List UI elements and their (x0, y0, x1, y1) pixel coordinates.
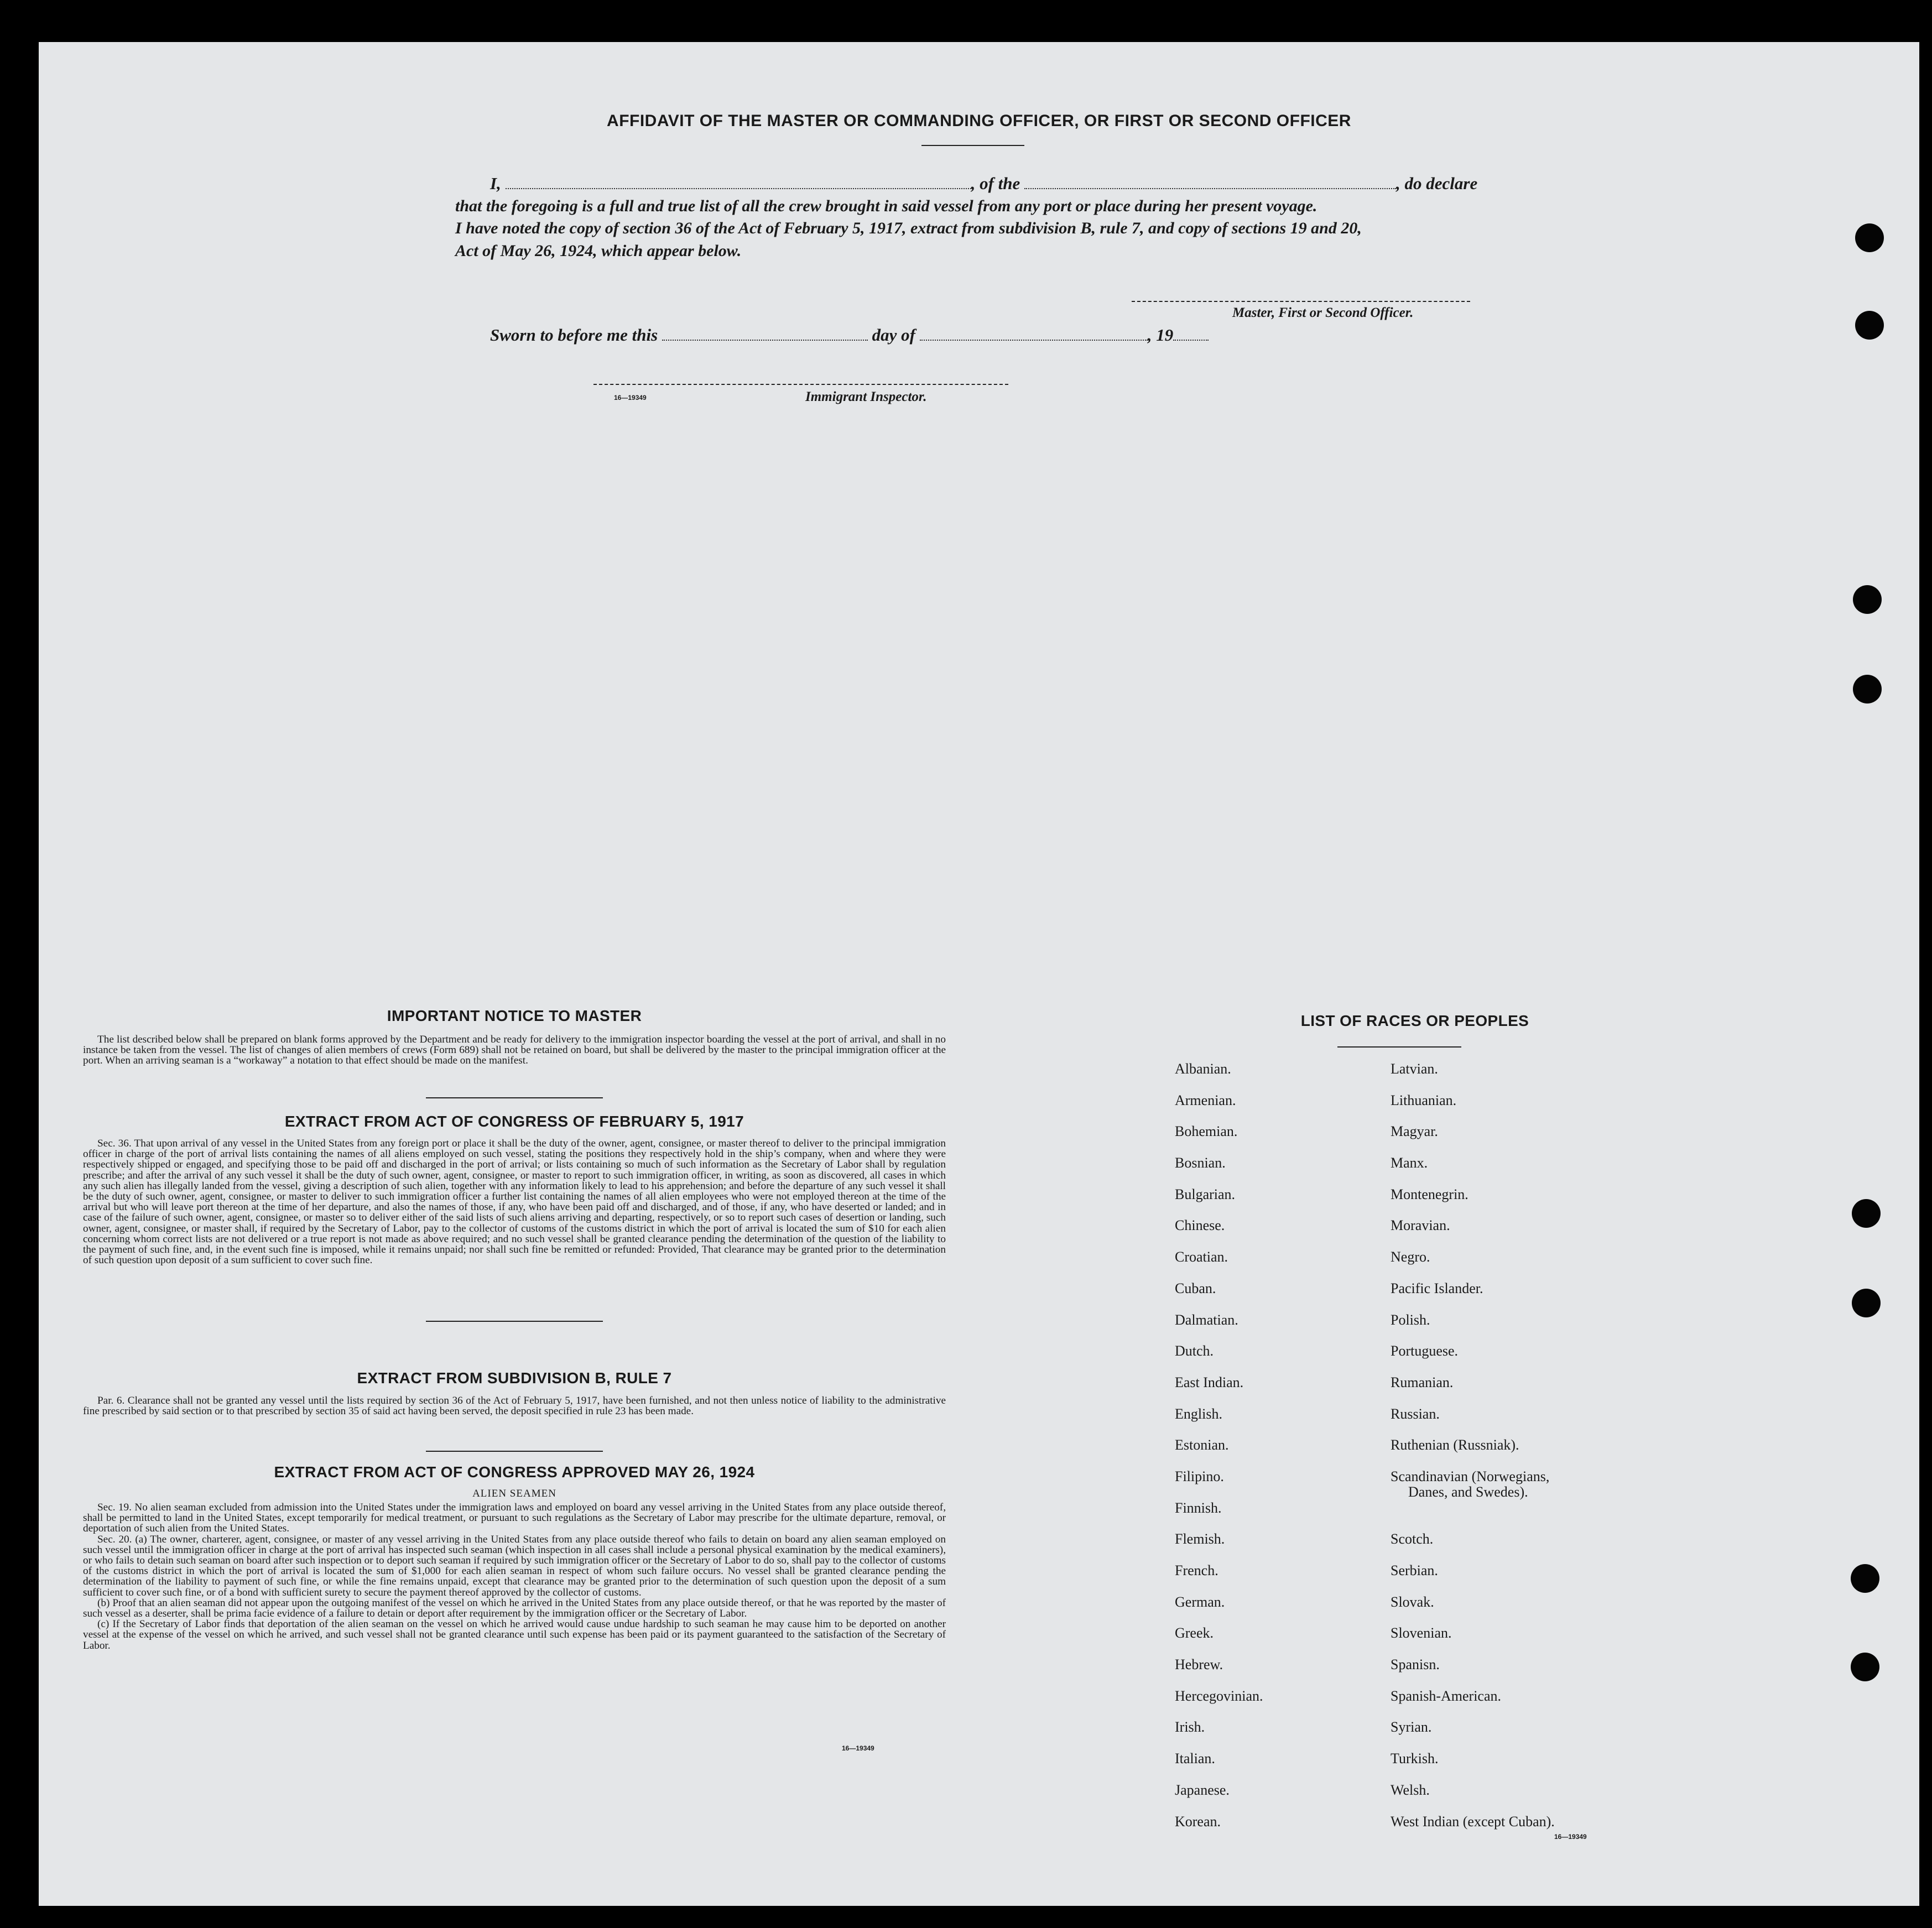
form-sheet (39, 42, 1919, 1906)
extract-1924-text (83, 1502, 946, 1651)
race-item: Negro. (1391, 1249, 1430, 1265)
race-item: Spanisn. (1391, 1656, 1440, 1673)
race-item: Magyar. (1391, 1123, 1438, 1140)
race-item: French. (1175, 1562, 1218, 1578)
master-caption: Master, First or Second Officer. (1232, 305, 1414, 320)
race-item: Latvian. (1391, 1061, 1438, 1077)
race-item: English. (1175, 1405, 1222, 1422)
rule-7-divider (426, 1451, 603, 1452)
punch-hole (1853, 585, 1882, 614)
day-of-label: day of (872, 325, 915, 345)
race-item: Italian. (1175, 1750, 1215, 1767)
races-heading: LIST OF RACES OR PEOPLES (1300, 1012, 1529, 1029)
race-item: Hebrew. (1175, 1656, 1223, 1673)
race-item: Scandinavian (Norwegians, (1391, 1468, 1550, 1484)
race-item: Flemish. (1175, 1531, 1225, 1547)
notice-divider (426, 1097, 603, 1098)
race-item: Japanese. (1175, 1781, 1230, 1798)
race-item: Syrian. (1391, 1719, 1432, 1736)
race-item: West Indian (except Cuban). (1391, 1813, 1555, 1830)
form-number-middle: 16—19349 (842, 1744, 874, 1752)
race-item: Slovenian. (1391, 1625, 1452, 1642)
sworn-label: Sworn to before me this (490, 325, 658, 345)
races-left-column (1175, 1061, 1263, 1844)
master-signature-line[interactable] (1132, 301, 1470, 302)
declaration-line-4: Act of May 26, 1924, which appear below. (455, 242, 742, 260)
race-item: Polish. (1391, 1311, 1430, 1328)
inspector-signature-line[interactable] (593, 384, 1008, 385)
rule-7-heading: EXTRACT FROM SUBDIVISION B, RULE 7 (357, 1369, 672, 1387)
title-divider (921, 145, 1024, 146)
i-label: I, (490, 174, 501, 193)
form-number-top: 16—19349 (614, 394, 647, 402)
race-item: Pacific Islander. (1391, 1280, 1483, 1296)
race-item: Armenian. (1175, 1092, 1236, 1108)
punch-hole (1851, 1564, 1879, 1593)
race-item: Spanish-American. (1391, 1687, 1502, 1704)
sworn-year-blank[interactable] (1173, 326, 1209, 341)
race-item: Cuban. (1175, 1280, 1216, 1296)
race-item: Hercegovinian. (1175, 1687, 1263, 1704)
declaration-line-1 (490, 174, 1477, 194)
race-item: Rumanian. (1391, 1374, 1454, 1390)
race-item: Bohemian. (1175, 1123, 1238, 1140)
race-item: Scotch. (1391, 1531, 1434, 1547)
notice-text (83, 1034, 946, 1066)
race-item: Chinese. (1175, 1217, 1225, 1234)
race-item: Finnish. (1175, 1499, 1222, 1516)
punch-hole (1851, 1653, 1879, 1681)
race-item: Greek. (1175, 1625, 1214, 1642)
punch-hole (1855, 311, 1884, 340)
sworn-month-blank[interactable] (920, 326, 1148, 341)
extract-1924-heading: EXTRACT FROM ACT OF CONGRESS APPROVED MAY 26, 1924 (274, 1463, 755, 1481)
race-item: Albanian. (1175, 1061, 1231, 1077)
race-item: Montenegrin. (1391, 1186, 1468, 1202)
notice-heading: IMPORTANT NOTICE TO MASTER (387, 1007, 642, 1024)
race-item: Portuguese. (1391, 1343, 1459, 1359)
sworn-line (490, 325, 1209, 345)
punch-hole (1855, 223, 1884, 252)
section-20b-paragraph: (b) Proof that an alien seaman did not appear upon the outgoing manifest of the vessel on which he arrived in the United States from any place outside thereof, or that he was reported by the master of such vessel as a deserter, shall be prima facie evidence of a failure to detain or deport after requirement by the immigration officer or the Secretary of Labor. (83, 1597, 946, 1620)
rule-7-text (83, 1395, 946, 1416)
race-item: Dalmatian. (1175, 1311, 1238, 1328)
races-divider (1337, 1046, 1461, 1048)
punch-hole (1853, 675, 1882, 704)
affidavit-title: AFFIDAVIT OF THE MASTER OR COMMANDING OFFICER, OR FIRST OR SECOND OFFICER (607, 112, 1351, 130)
race-item: Croatian. (1175, 1249, 1228, 1265)
declaration-line-2: that the foregoing is a full and true list of all the crew brought in said vessel from any port or place during her present voyage. (455, 197, 1317, 215)
extract-1917-text (83, 1138, 946, 1265)
do-declare-label: , do declare (1396, 174, 1478, 193)
vessel-blank[interactable] (1024, 175, 1396, 189)
race-item: Turkish. (1391, 1750, 1439, 1767)
race-item: Dutch. (1175, 1343, 1214, 1359)
section-19-paragraph: Sec. 19. No alien seaman excluded from admission into the United States under the immigration laws and employed on board any vessel arriving in the United States from any place outside thereof, shall be permitted to land in the United States, except temporarily for medical treatment, or pursuant to such regulations as the Secretary of Labor may prescribe for the ultimate departure, removal, or deportation of such alien from the United States. (83, 1502, 946, 1535)
extract-1917-divider (426, 1321, 603, 1322)
section-20c-paragraph: (c) If the Secretary of Labor finds that deportation of the alien seaman on the vessel on which he arrived would cause undue hardship to such seaman he may cause him to be deported on another vessel at the expense of the vessel on which he arrived, and such vessel shall not be granted clearance until such expense has been paid or its payment guaranteed to the satisfaction of the Secretary of Labor. (83, 1618, 946, 1651)
race-item: Irish. (1175, 1719, 1205, 1736)
race-item: Slovak. (1391, 1593, 1434, 1610)
inspector-caption: Immigrant Inspector. (805, 389, 927, 404)
race-item: Korean. (1175, 1813, 1221, 1830)
notice-paragraph: The list described below shall be prepared on blank forms approved by the Department and be ready for delivery to the immigration inspector boarding the vessel at the port of arrival, and shall in no instance be taken from the vessel. The list of changes of alien members of crews (Form 689) shall not be retained on board, but shall be delivered by the master to the principal immigration officer at the port. When an arriving seaman is a “workaway” a notation to that effect should be made on the manifest. (83, 1034, 946, 1067)
race-item: Filipino. (1175, 1468, 1224, 1484)
year-label: , 19 (1147, 325, 1174, 345)
race-item: Bulgarian. (1175, 1186, 1236, 1202)
punch-hole (1852, 1289, 1881, 1317)
of-the-label: , of the (971, 174, 1020, 193)
race-item: Welsh. (1391, 1781, 1430, 1798)
sworn-day-blank[interactable] (662, 326, 868, 341)
declaration-line-3: I have noted the copy of section 36 of the Act of February 5, 1917, extract from subdivision B, rule 7, and copy of sections 19 and 20, (455, 219, 1362, 237)
race-item: Ruthenian (Russniak). (1391, 1437, 1519, 1453)
race-item: Manx. (1391, 1155, 1428, 1171)
race-item: German. (1175, 1593, 1225, 1610)
races-right-column (1391, 1061, 1555, 1844)
race-item: Bosnian. (1175, 1155, 1226, 1171)
race-item: Moravian. (1391, 1217, 1450, 1234)
extract-1917-heading: EXTRACT FROM ACT OF CONGRESS OF FEBRUARY 5, 1917 (284, 1113, 744, 1130)
race-item: East Indian. (1175, 1374, 1244, 1390)
race-item: Russian. (1391, 1405, 1440, 1422)
par-6-paragraph: Par. 6. Clearance shall not be granted any vessel until the lists required by section 36 of the Act of February 5, 1917, have been furnished, and not then unless notice of liability to the administrative fine prescribed by said section or to that prescribed by section 35 of said act having been served, the deposit specified in rule 23 has been made. (83, 1395, 946, 1418)
race-item: Lithuanian. (1391, 1092, 1457, 1108)
race-item: Estonian. (1175, 1437, 1229, 1453)
punch-hole (1852, 1199, 1881, 1228)
race-item: Danes, and Swedes). (1408, 1483, 1528, 1500)
alien-seamen-subheading: ALIEN SEAMEN (472, 1488, 556, 1499)
section-20a-paragraph: Sec. 20. (a) The owner, charterer, agent, consignee, or master of any vessel arriving in the United States from any place outside thereof who fails to detain on board any alien seaman employed on such vessel until the immigration officer in charge at the port of arrival has inspected such seaman (which inspection in all cases shall include a personal physical examination by the medical examiners), or who fails to detain such seaman on board after such inspection or to deport such seaman if required by such immigration officer or the Secretary of Labor to do so, shall pay to the collector of customs of the customs district in which the port of arrival is located the sum of $1,000 for each alien seaman in respect of whom such failure occurs. No vessel shall be granted clearance pending the determination of the liability to payment of such fine, or while the fine remains unpaid, except that clearance may be granted prior to the determination of such question upon the deposit of a sum sufficient to cover such fine, or of a bond with sufficient surety to secure the payment thereof approved by the collector of customs. (83, 1533, 946, 1598)
name-blank[interactable] (506, 175, 971, 189)
section-36-paragraph: Sec. 36. That upon arrival of any vessel in the United States from any foreign port or place it shall be the duty of the owner, agent, consignee, or master thereof to deliver to the principal immigration officer in charge of the port of arrival lists containing the names of all aliens employed on such vessel, stating the positions they respectively hold in the ship’s company, when and where they were respectively shipped or engaged, and specifying those to be paid off and discharged in the port of arrival; or lists containing so much of such information as the Secretary of Labor shall by regulation prescribe; and after the arrival of any such vessel it shall be the duty of such owner, agent, consignee, or master to report to such immigration officer, in writing, as soon as discovered, all cases in which any such alien has illegally landed from the vessel, giving a description of such alien, together with any information likely to lead to his apprehension; and before the departure of any such vessel it shall be the duty of such owner, agent, consignee, or master to deliver to such immigration officer a further list containing the names of all alien employees who were not employed thereon at the time of the arrival but who will leave port thereon at the time of her departure, and also the names of those, if any, who have been paid off and discharged, and of those, if any, who have deserted or landed; and in case of the failure of such owner, agent, consignee, or master so to deliver either of the said lists of such aliens arriving and departing, respectively, or so to report such cases of desertion or landing, such owner, agent, consignee, or master shall, if required by the Secretary of Labor, pay to the collector of customs of the customs district in which the port of arrival is located the sum of $10 for each alien concerning whom correct lists are not delivered or a true report is not made as above required; and no such vessel shall be granted clearance pending the determination of the question of the liability to the payment of such fine, and, in the event such fine is imposed, while it remains unpaid; nor shall such fine be remitted or refunded: Provided, That clearance may be granted prior to the determination of such question upon deposit of a sum sufficient to cover such fine. (83, 1138, 946, 1267)
race-item: Serbian. (1391, 1562, 1438, 1579)
form-number-bottom: 16—19349 (1554, 1833, 1587, 1841)
